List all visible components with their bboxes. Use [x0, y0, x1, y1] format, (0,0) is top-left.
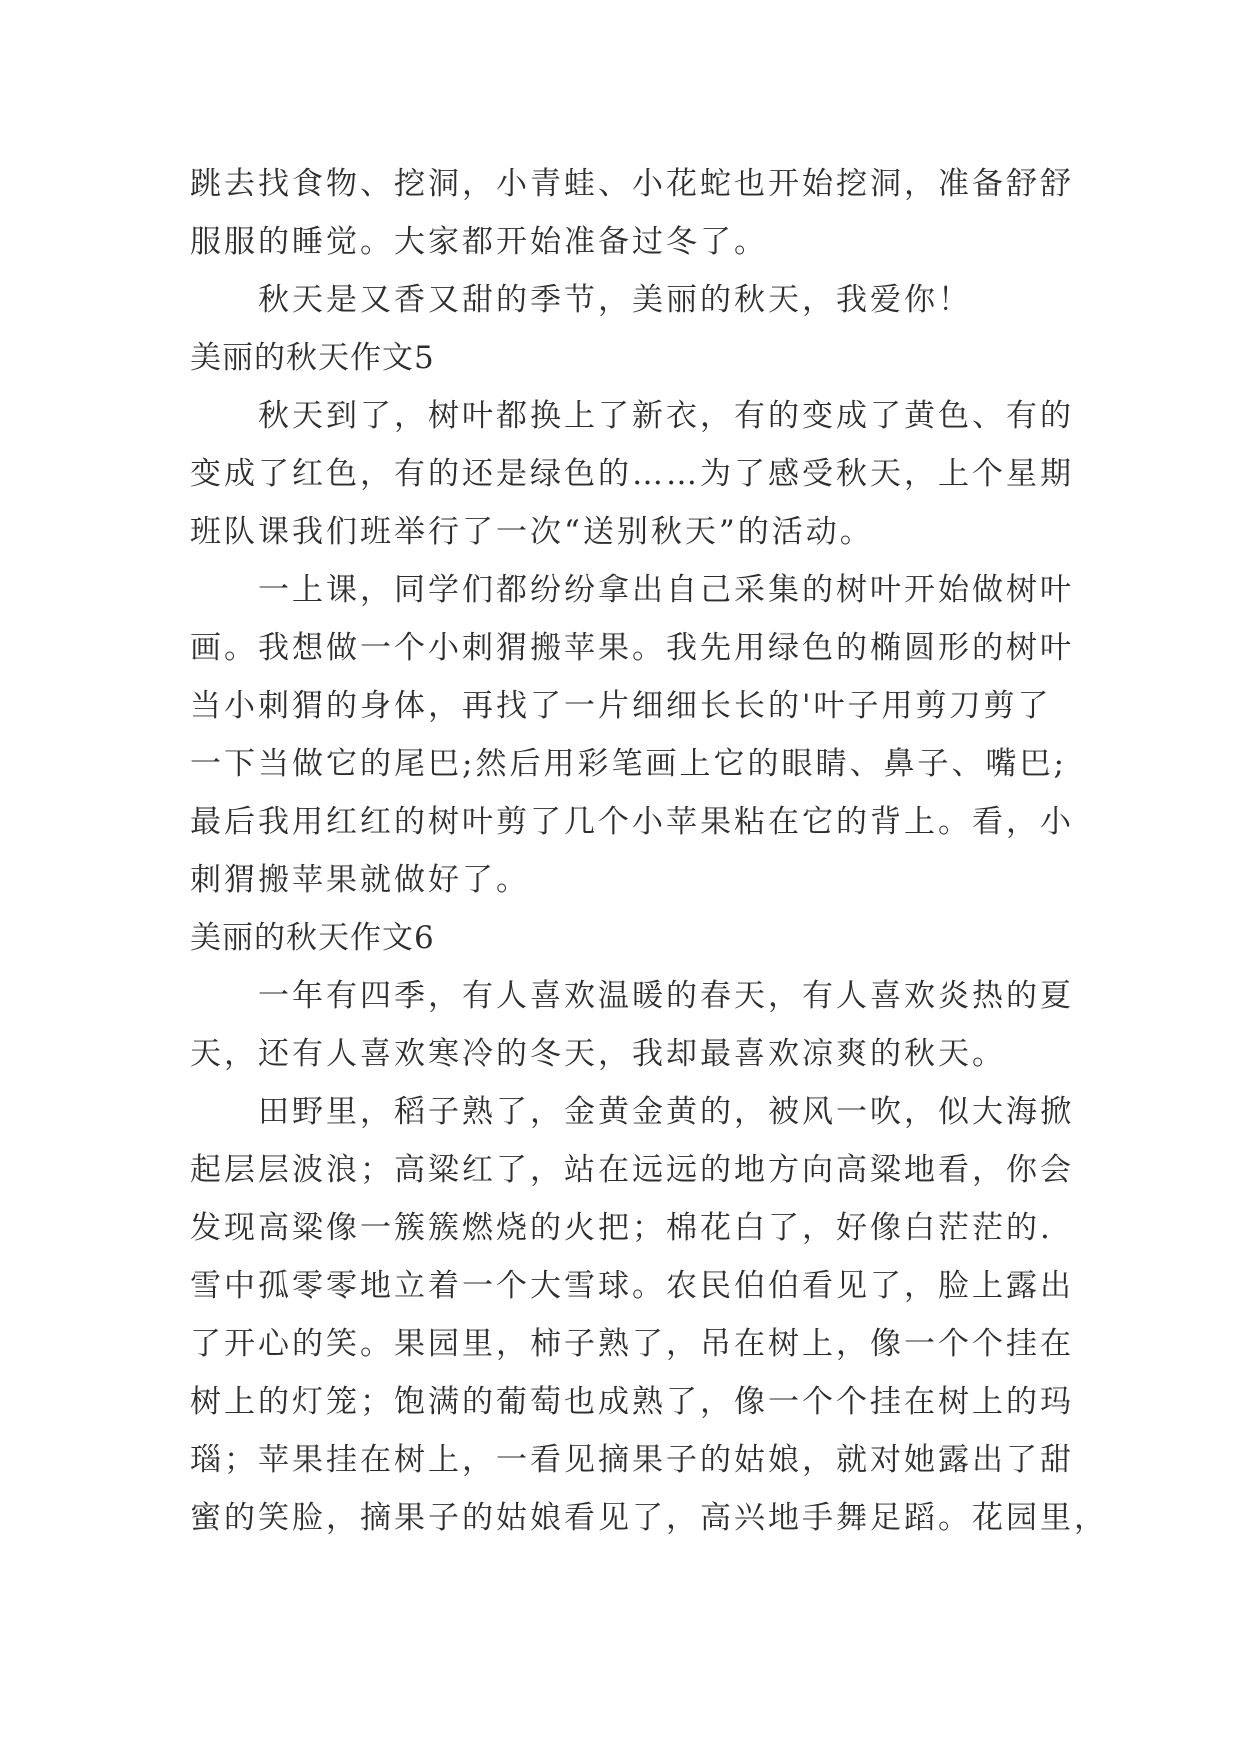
text-line: 最后我用红红的树叶剪了几个小苹果粘在它的背上。看，小 — [190, 804, 1074, 840]
text-line: 当小刺猬的身体，再找了一片细细长长的'叶子用剪刀剪了 — [190, 688, 1052, 724]
text-line: 秋天是又香又甜的季节，美丽的秋天，我爱你！ — [258, 282, 972, 318]
text-line: 田野里，稻子熟了，金黄金黄的，被风一吹，似大海掀 — [258, 1094, 1074, 1130]
text-line: 一上课，同学们都纷纷拿出自己采集的树叶开始做树叶 — [258, 572, 1074, 608]
section-heading: 美丽的秋天作文5 — [190, 340, 435, 376]
text-line: 瑙；苹果挂在树上，一看见摘果子的姑娘，就对她露出了甜 — [190, 1442, 1074, 1478]
text-line: 天，还有人喜欢寒冷的冬天，我却最喜欢凉爽的秋天。 — [190, 1036, 1006, 1072]
text-line: 秋天到了，树叶都换上了新衣，有的变成了黄色、有的 — [258, 398, 1074, 434]
text-line: 起层层波浪；高粱红了，站在远远的地方向高粱地看，你会 — [190, 1152, 1074, 1188]
text-line: 一年有四季，有人喜欢温暖的春天，有人喜欢炎热的夏 — [258, 978, 1074, 1014]
text-line: 服服的睡觉。大家都开始准备过冬了。 — [190, 224, 768, 260]
text-line: 蜜的笑脸，摘果子的姑娘看见了，高兴地手舞足蹈。花园里， — [190, 1500, 1108, 1536]
text-line: 画。我想做一个小刺猬搬苹果。我先用绿色的椭圆形的树叶 — [190, 630, 1074, 666]
text-line: 雪中孤零零地立着一个大雪球。农民伯伯看见了，脸上露出 — [190, 1268, 1074, 1304]
text-line: 班队课我们班举行了一次“送别秋天”的活动。 — [190, 514, 874, 550]
text-line: 变成了红色，有的还是绿色的……为了感受秋天，上个星期 — [190, 456, 1074, 492]
text-line: 了开心的笑。果园里，柿子熟了，吊在树上，像一个个挂在 — [190, 1326, 1074, 1362]
text-line: 发现高粱像一簇簇燃烧的火把；棉花白了，好像白茫茫的. — [190, 1210, 1053, 1246]
text-line: 跳去找食物、挖洞，小青蛙、小花蛇也开始挖洞，准备舒舒 — [190, 166, 1074, 202]
section-heading: 美丽的秋天作文6 — [190, 920, 435, 956]
text-line: 树上的灯笼；饱满的葡萄也成熟了，像一个个挂在树上的玛 — [190, 1384, 1074, 1420]
text-line: 一下当做它的尾巴;然后用彩笔画上它的眼睛、鼻子、嘴巴; — [190, 746, 1067, 782]
text-line: 刺猬搬苹果就做好了。 — [190, 862, 530, 898]
